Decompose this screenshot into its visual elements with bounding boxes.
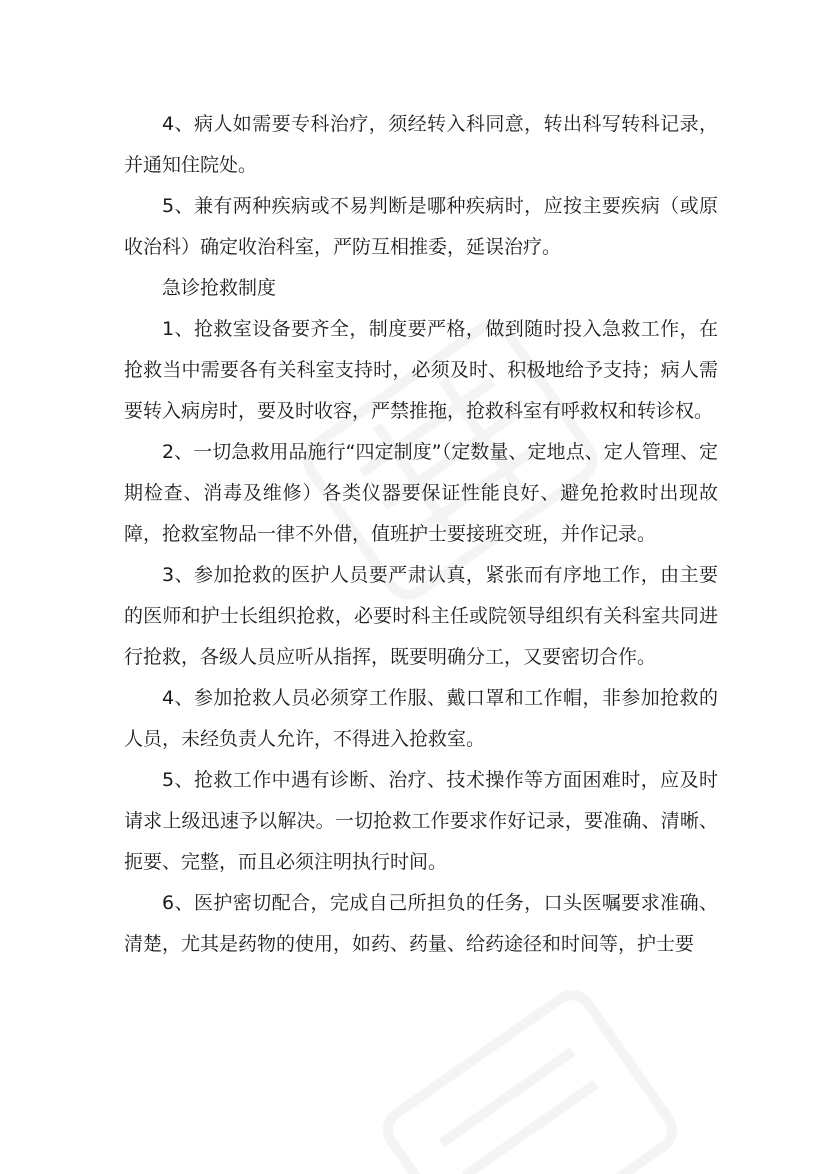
paragraph: 3、参加抢救的医护人员要严肃认真，紧张而有序地工作，由主要的医师和护士长组织抢救，必要时科主任或院领导组织有关科室共同进行抢救，各级人员应听从指挥，既要明确分工，又要密切合作。 <box>124 564 718 668</box>
paragraph: 4、病人如需要专科治疗，须经转入科同意，转出科写转科记录，并通知住院处。 <box>124 113 718 176</box>
section-heading: 急诊抢救制度 <box>162 277 277 299</box>
paragraph: 6、医护密切配合，完成自己所担负的任务，口头医嘱要求准确、清楚，尤其是药物的使用，如药、药量、给药途径和时间等，护士要 <box>124 892 718 955</box>
paragraph: 5、抢救工作中遇有诊断、治疗、技术操作等方面困难时，应及时请求上级迅速予以解决。一切抢救工作要求作好记录，要准确、清晰、扼要、完整，而且必须注明执行时间。 <box>124 769 718 873</box>
watermark-stamp-icon <box>333 937 728 1174</box>
document-body <box>124 104 718 965</box>
paragraph: 5、兼有两种疾病或不易判断是哪种疾病时，应按主要疾病（或原收治科）确定收治科室，严防互相推委，延误治疗。 <box>124 195 718 258</box>
paragraph: 2、一切急救用品施行“四定制度”（定数量、定地点、定人管理、定期检查、消毒及维修）各类仪器要保证性能良好、避免抢救时出现故障，抢救室物品一律不外借，值班护士要接班交班，并作记录。 <box>124 441 718 545</box>
paragraph: 4、参加抢救人员必须穿工作服、戴口罩和工作帽，非参加抢救的人员，未经负责人允许，不得进入抢救室。 <box>124 687 718 750</box>
paragraph: 1、抢救室设备要齐全，制度要严格，做到随时投入急救工作，在抢救当中需要各有关科室支持时，必须及时、积极地给予支持；病人需要转入病房时，要及时收容，严禁推拖，抢救科室有呼救权和转诊权。 <box>124 318 718 422</box>
